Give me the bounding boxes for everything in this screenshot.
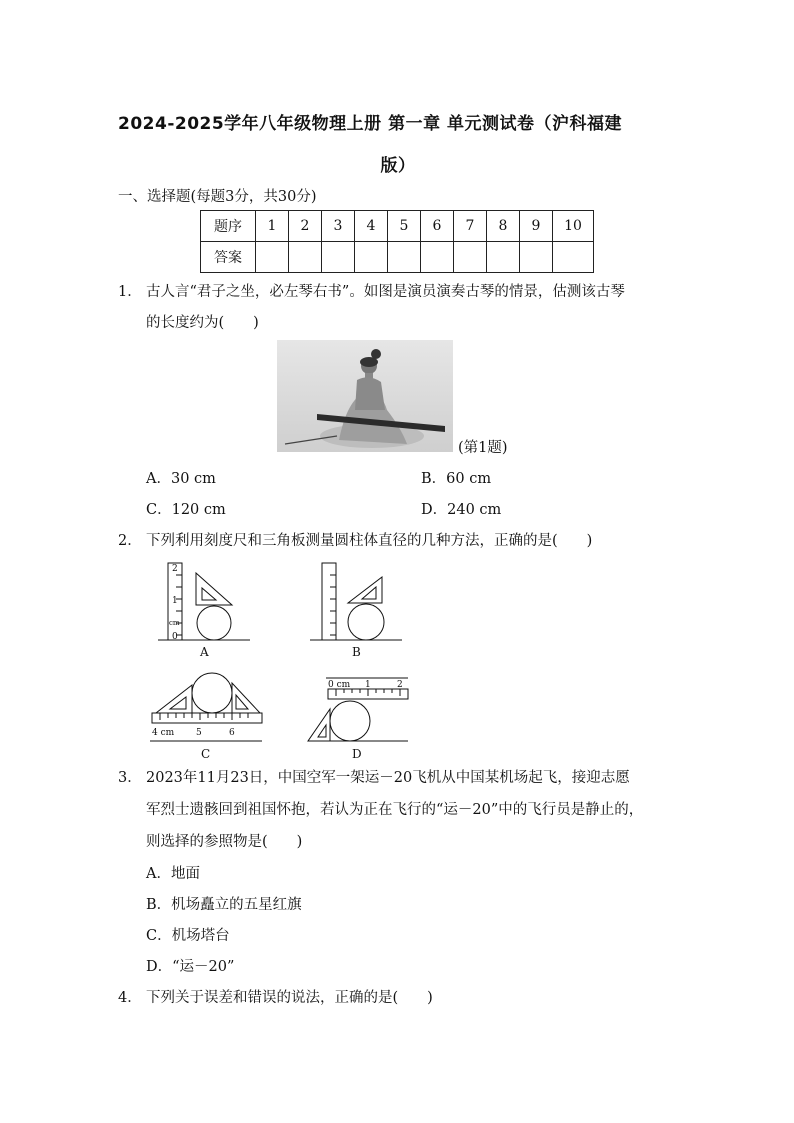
answer-cell[interactable] xyxy=(487,242,520,273)
answer-cell[interactable] xyxy=(421,242,454,273)
ruler-a-tick-2: 2 xyxy=(172,564,178,574)
answer-cell[interactable] xyxy=(322,242,355,273)
answer-cell[interactable] xyxy=(520,242,553,273)
question-3-number: 3． xyxy=(118,770,142,786)
ruler-d-tick-2: 2 xyxy=(397,680,403,690)
method-b-diagram xyxy=(310,563,402,640)
answer-cell[interactable] xyxy=(553,242,594,273)
answer-cell[interactable] xyxy=(256,242,289,273)
number-cell: 10 xyxy=(553,211,594,242)
question-3-option-c[interactable]: C．机场塔台 xyxy=(146,928,230,944)
question-1-line-2: 的长度约为( ) xyxy=(146,315,259,331)
header-label-cell: 题序 xyxy=(201,211,256,242)
question-3-option-a[interactable]: A．地面 xyxy=(146,866,200,882)
figure-2-measurement-methods xyxy=(140,555,430,770)
question-3-line-2: 军烈士遗骸回到祖国怀抱，若认为正在飞行的“运－20”中的飞行员是静止的， xyxy=(146,802,644,818)
question-2-line-1: 下列利用刻度尺和三角板测量圆柱体直径的几种方法，正确的是( ) xyxy=(146,533,593,549)
answer-table xyxy=(200,210,594,273)
guqin-performer-photo xyxy=(277,340,453,452)
title-line-1: 2024-2025学年八年级物理上册 第一章 单元测试卷（沪科福建 xyxy=(118,114,623,134)
question-1-number: 1． xyxy=(118,284,142,300)
question-1-option-c[interactable]: C．120 cm xyxy=(146,502,226,518)
answer-cell[interactable] xyxy=(289,242,322,273)
answer-table-answer-row xyxy=(201,242,594,273)
ruler-d-tick-1: 1 xyxy=(365,680,371,690)
question-1-option-d[interactable]: D．240 cm xyxy=(421,502,502,518)
ruler-a-unit: cm xyxy=(169,619,180,627)
question-2-number: 2． xyxy=(118,533,142,549)
number-cell: 9 xyxy=(520,211,553,242)
number-cell: 6 xyxy=(421,211,454,242)
ruler-c-tick-5: 5 xyxy=(196,728,202,738)
question-1-option-a[interactable]: A．30 cm xyxy=(146,471,216,487)
question-3-line-1: 2023年11月23日，中国空军一架运－20飞机从中国某机场起飞，接迎志愿 xyxy=(146,770,630,786)
question-1-option-b[interactable]: B．60 cm xyxy=(421,471,492,487)
method-c-label[interactable]: C xyxy=(201,747,211,761)
answer-cell[interactable] xyxy=(388,242,421,273)
ruler-c-tick-4: 4 cm xyxy=(152,728,175,738)
answer-table-header-row xyxy=(201,211,594,242)
section-heading: 一、选择题(每题3分，共30分) xyxy=(118,189,317,205)
number-cell: 1 xyxy=(256,211,289,242)
question-4-number: 4． xyxy=(118,990,142,1006)
ruler-a-tick-1: 1 xyxy=(172,596,178,606)
ruler-c-tick-6: 6 xyxy=(229,728,235,738)
answer-cell[interactable] xyxy=(355,242,388,273)
ruler-d-tick-0: 0 cm xyxy=(328,680,351,690)
number-cell: 4 xyxy=(355,211,388,242)
figure-1-caption: (第1题) xyxy=(458,440,508,456)
ruler-a-tick-0: 0 xyxy=(172,632,178,642)
number-cell: 8 xyxy=(487,211,520,242)
method-a-label[interactable]: A xyxy=(200,645,209,659)
question-3-option-d[interactable]: D．“运－20” xyxy=(146,959,235,975)
number-cell: 3 xyxy=(322,211,355,242)
question-4-line-1: 下列关于误差和错误的说法，正确的是( ) xyxy=(146,990,433,1006)
question-3-option-b[interactable]: B．机场矗立的五星红旗 xyxy=(146,897,302,913)
number-cell: 7 xyxy=(454,211,487,242)
question-1-line-1: 古人言“君子之坐，必左琴右书”。如图是演员演奏古琴的情景，估测该古琴 xyxy=(146,284,625,300)
number-cell: 5 xyxy=(388,211,421,242)
title-line-2: 版） xyxy=(380,156,416,176)
number-cell: 2 xyxy=(289,211,322,242)
method-d-label[interactable]: D xyxy=(352,747,362,761)
method-d-diagram xyxy=(308,678,408,741)
method-b-label[interactable]: B xyxy=(352,645,361,659)
answer-label-cell: 答案 xyxy=(201,242,256,273)
page-title xyxy=(118,103,678,187)
question-3-line-3: 则选择的参照物是( ) xyxy=(146,834,303,850)
answer-cell[interactable] xyxy=(454,242,487,273)
